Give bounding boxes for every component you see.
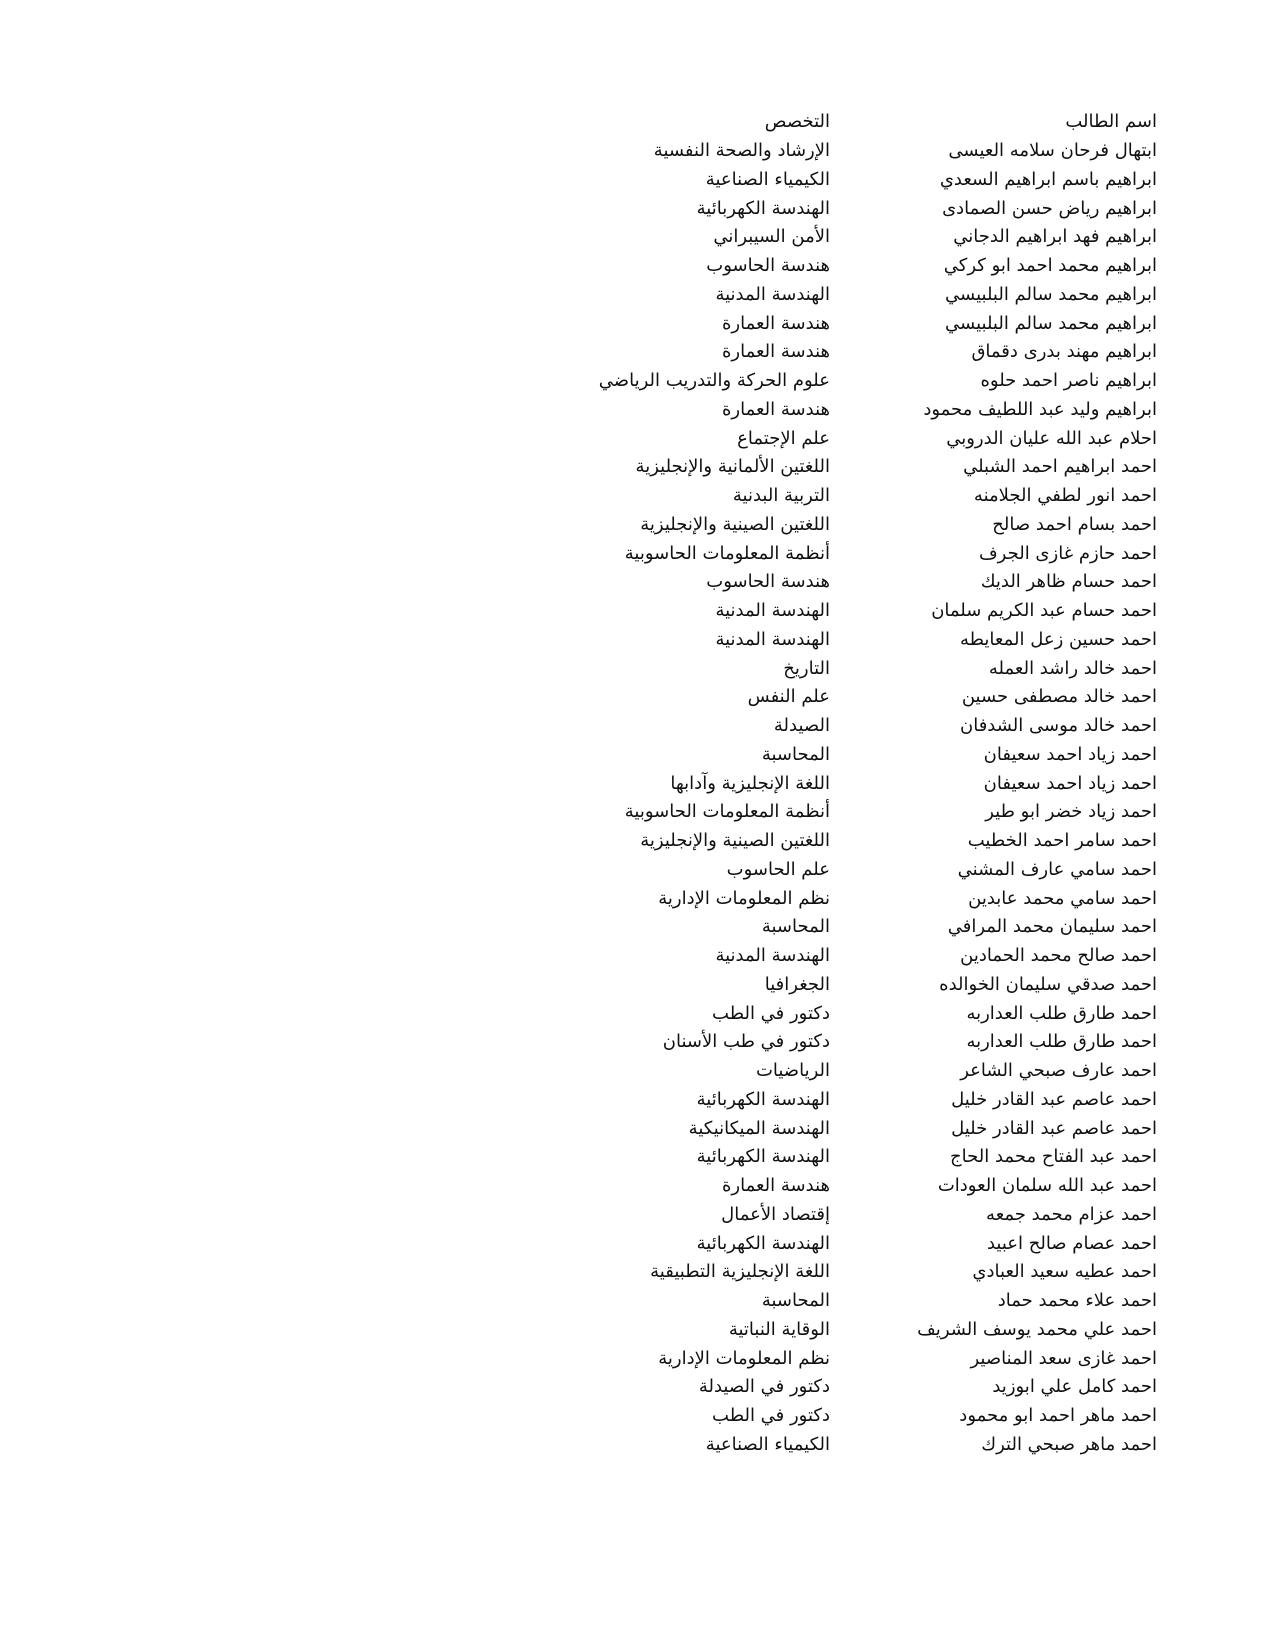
student-name: احمد عاصم عبد القادر خليل	[951, 1117, 1157, 1139]
student-name: احمد صالح محمد الحمادين	[960, 945, 1157, 966]
student-major: علم الحاسوب	[726, 858, 830, 880]
table-row	[0, 366, 1275, 396]
student-major: التربية البدنية	[732, 485, 830, 506]
student-name: ابراهيم باسم ابراهيم السعدي	[939, 168, 1157, 190]
student-major: هندسة العمارة	[721, 312, 830, 334]
student-major: الهندسة الكهربائية	[696, 1232, 830, 1254]
table-row	[0, 251, 1275, 281]
student-major: أنظمة المعلومات الحاسوبية	[624, 542, 830, 564]
student-major: نظم المعلومات الإدارية	[658, 887, 830, 909]
student-major: دكتور في الصيدلة	[698, 1376, 830, 1398]
table-row	[0, 855, 1275, 885]
student-major: علم النفس	[747, 686, 830, 708]
student-name: احمد حسين زعل المعايطه	[959, 628, 1157, 650]
student-name: احمد حسام ظاهر الديك	[980, 571, 1157, 593]
student-name: ابراهيم مهند بدرى دقماق	[971, 341, 1157, 363]
student-major: التاريخ	[783, 657, 830, 679]
table-row	[0, 797, 1275, 827]
student-name: احمد علي محمد يوسف الشريف	[917, 1318, 1157, 1340]
table-row	[0, 999, 1275, 1029]
table-row	[0, 1286, 1275, 1316]
student-major: المحاسبة	[761, 1290, 830, 1311]
student-name: احمد حازم غازى الجرف	[979, 542, 1157, 564]
student-name: ابراهيم ناصر احمد حلوه	[980, 370, 1157, 391]
table-row	[0, 481, 1275, 511]
student-name: احمد زياد خضر ابو طير	[985, 801, 1157, 823]
student-name: احمد حسام عبد الكريم سلمان	[931, 600, 1157, 621]
table-row	[0, 1142, 1275, 1172]
student-major: اللغتين الألمانية والإنجليزية	[635, 456, 830, 478]
table-row	[0, 136, 1275, 166]
table-row	[0, 395, 1275, 425]
student-name: احمد طارق طلب العداربه	[966, 1031, 1157, 1053]
table-row	[0, 1171, 1275, 1201]
student-major: نظم المعلومات الإدارية	[658, 1347, 830, 1369]
student-name: احلام عبد الله عليان الدروبي	[946, 427, 1157, 449]
table-row	[0, 280, 1275, 310]
student-major: الرياضيات	[755, 1060, 830, 1081]
table-row	[0, 539, 1275, 569]
student-major: هندسة العمارة	[721, 1175, 830, 1196]
table-row	[0, 337, 1275, 367]
table-row	[0, 1315, 1275, 1345]
student-major: هندسة العمارة	[721, 341, 830, 363]
student-name: ابراهيم فهد ابراهيم الدجاني	[953, 226, 1157, 248]
student-name: احمد خالد مصطفى حسين	[961, 686, 1157, 708]
student-major: دكتور في طب الأسنان	[662, 1031, 830, 1053]
table-row	[0, 654, 1275, 684]
table-row	[0, 1229, 1275, 1259]
student-major: أنظمة المعلومات الحاسوبية	[624, 801, 830, 823]
student-name: احمد عاصم عبد القادر خليل	[951, 1088, 1157, 1110]
table-row	[0, 625, 1275, 655]
table-row	[0, 1200, 1275, 1230]
student-name: احمد ماهر احمد ابو محمود	[959, 1405, 1157, 1426]
student-major: هندسة العمارة	[721, 398, 830, 420]
student-name: احمد خالد راشد العمله	[988, 657, 1157, 679]
table-row	[0, 510, 1275, 540]
student-name: احمد سامر احمد الخطيب	[967, 830, 1157, 851]
student-major: علوم الحركة والتدريب الرياضي	[598, 370, 830, 391]
student-major: الهندسة المدنية	[715, 628, 830, 650]
table-row	[0, 740, 1275, 770]
student-major: الصيدلة	[773, 715, 830, 736]
table-row	[0, 1401, 1275, 1431]
table-row	[0, 567, 1275, 597]
table-header	[0, 107, 1275, 137]
student-name: ابراهيم محمد سالم البلبيسي	[945, 312, 1157, 334]
student-name: احمد عزام محمد جمعه	[986, 1203, 1157, 1225]
student-name: احمد بسام احمد صالح	[992, 513, 1157, 535]
table-row	[0, 1257, 1275, 1287]
table-row	[0, 1372, 1275, 1402]
student-major: اللغة الإنجليزية وآدابها	[670, 772, 830, 794]
table-row	[0, 1027, 1275, 1057]
column-header-major: التخصص	[764, 111, 830, 132]
table-row	[0, 194, 1275, 224]
student-name: احمد عبد الله سلمان العودات	[937, 1175, 1157, 1196]
table-row	[0, 941, 1275, 971]
student-major: اللغتين الصينية والإنجليزية	[640, 513, 830, 535]
table-row	[0, 1056, 1275, 1086]
student-name: احمد عارف صبحي الشاعر	[960, 1060, 1157, 1081]
student-name: احمد خالد موسى الشدفان	[959, 715, 1157, 736]
table-row	[0, 1085, 1275, 1115]
student-name: احمد زياد احمد سعيفان	[983, 743, 1157, 765]
student-name: احمد عبد الفتاح محمد الحاج	[950, 1146, 1157, 1168]
table-row	[0, 912, 1275, 942]
student-name: ابراهيم محمد احمد ابو كركي	[943, 255, 1157, 276]
student-name: ابراهيم محمد سالم البلبيسي	[945, 283, 1157, 305]
student-major: اللغتين الصينية والإنجليزية	[640, 830, 830, 851]
table-row	[0, 1430, 1275, 1460]
student-name: احمد سليمان محمد المرافي	[947, 916, 1157, 938]
table-row	[0, 970, 1275, 1000]
table-row	[0, 309, 1275, 339]
student-name: ابراهيم رياض حسن الصمادى	[942, 197, 1157, 219]
student-name: احمد عصام صالح اعبيد	[986, 1232, 1157, 1254]
student-major: الهندسة الكهربائية	[696, 1088, 830, 1110]
student-major: هندسة الحاسوب	[706, 571, 830, 593]
student-major: الكيمياء الصناعية	[705, 168, 830, 190]
student-major: الهندسة الكهربائية	[696, 1146, 830, 1168]
student-major: هندسة الحاسوب	[706, 255, 830, 276]
table-row	[0, 769, 1275, 799]
student-name: احمد كامل علي ابوزيد	[992, 1376, 1157, 1398]
student-name: احمد ماهر صبحي الترك	[981, 1433, 1157, 1455]
table-row	[0, 711, 1275, 741]
student-name: احمد طارق طلب العداربه	[966, 1002, 1157, 1024]
student-major: علم الإجتماع	[737, 427, 830, 449]
student-major: الجغرافيا	[764, 973, 830, 995]
table-row	[0, 682, 1275, 712]
table-row	[0, 222, 1275, 252]
student-name: احمد انور لطفي الجلامنه	[973, 485, 1157, 506]
student-major: دكتور في الطب	[712, 1405, 830, 1426]
student-major: الأمن السيبراني	[713, 226, 830, 248]
student-name: احمد زياد احمد سعيفان	[983, 772, 1157, 794]
table-row	[0, 165, 1275, 195]
student-name: احمد غازى سعد المناصير	[970, 1347, 1157, 1369]
student-major: اللغة الإنجليزية التطبيقية	[650, 1261, 830, 1283]
table-row	[0, 596, 1275, 626]
student-name: احمد علاء محمد حماد	[997, 1290, 1157, 1311]
student-name: احمد صدقي سليمان الخوالده	[939, 973, 1157, 995]
student-name: ابتهال فرحان سلامه العيسى	[948, 140, 1157, 161]
student-major: الكيمياء الصناعية	[705, 1433, 830, 1455]
student-major: المحاسبة	[761, 916, 830, 938]
student-major: الهندسة الميكانيكية	[688, 1117, 830, 1139]
table-row	[0, 1344, 1275, 1374]
table-row	[0, 452, 1275, 482]
student-major: الهندسة المدنية	[715, 945, 830, 966]
table-row	[0, 826, 1275, 856]
student-major: الهندسة المدنية	[715, 283, 830, 305]
column-header-student-name: اسم الطالب	[1065, 111, 1157, 132]
student-name: احمد سامي عارف المشني	[957, 858, 1157, 880]
student-major: الإرشاد والصحة النفسية	[653, 140, 830, 161]
table-row	[0, 884, 1275, 914]
student-major: الوقاية النباتية	[728, 1318, 830, 1340]
student-name: ابراهيم وليد عبد اللطيف محمود	[923, 398, 1157, 420]
table-row	[0, 1114, 1275, 1144]
table-row	[0, 424, 1275, 454]
student-major: دكتور في الطب	[712, 1002, 830, 1024]
student-name: احمد ابراهيم احمد الشبلي	[963, 456, 1157, 478]
student-major: إقتصاد الأعمال	[721, 1203, 830, 1225]
student-major: المحاسبة	[761, 743, 830, 765]
student-name: احمد عطيه سعيد العبادي	[972, 1261, 1157, 1283]
student-major: الهندسة المدنية	[715, 600, 830, 621]
student-major: الهندسة الكهربائية	[696, 197, 830, 219]
student-name: احمد سامي محمد عابدين	[968, 887, 1157, 909]
